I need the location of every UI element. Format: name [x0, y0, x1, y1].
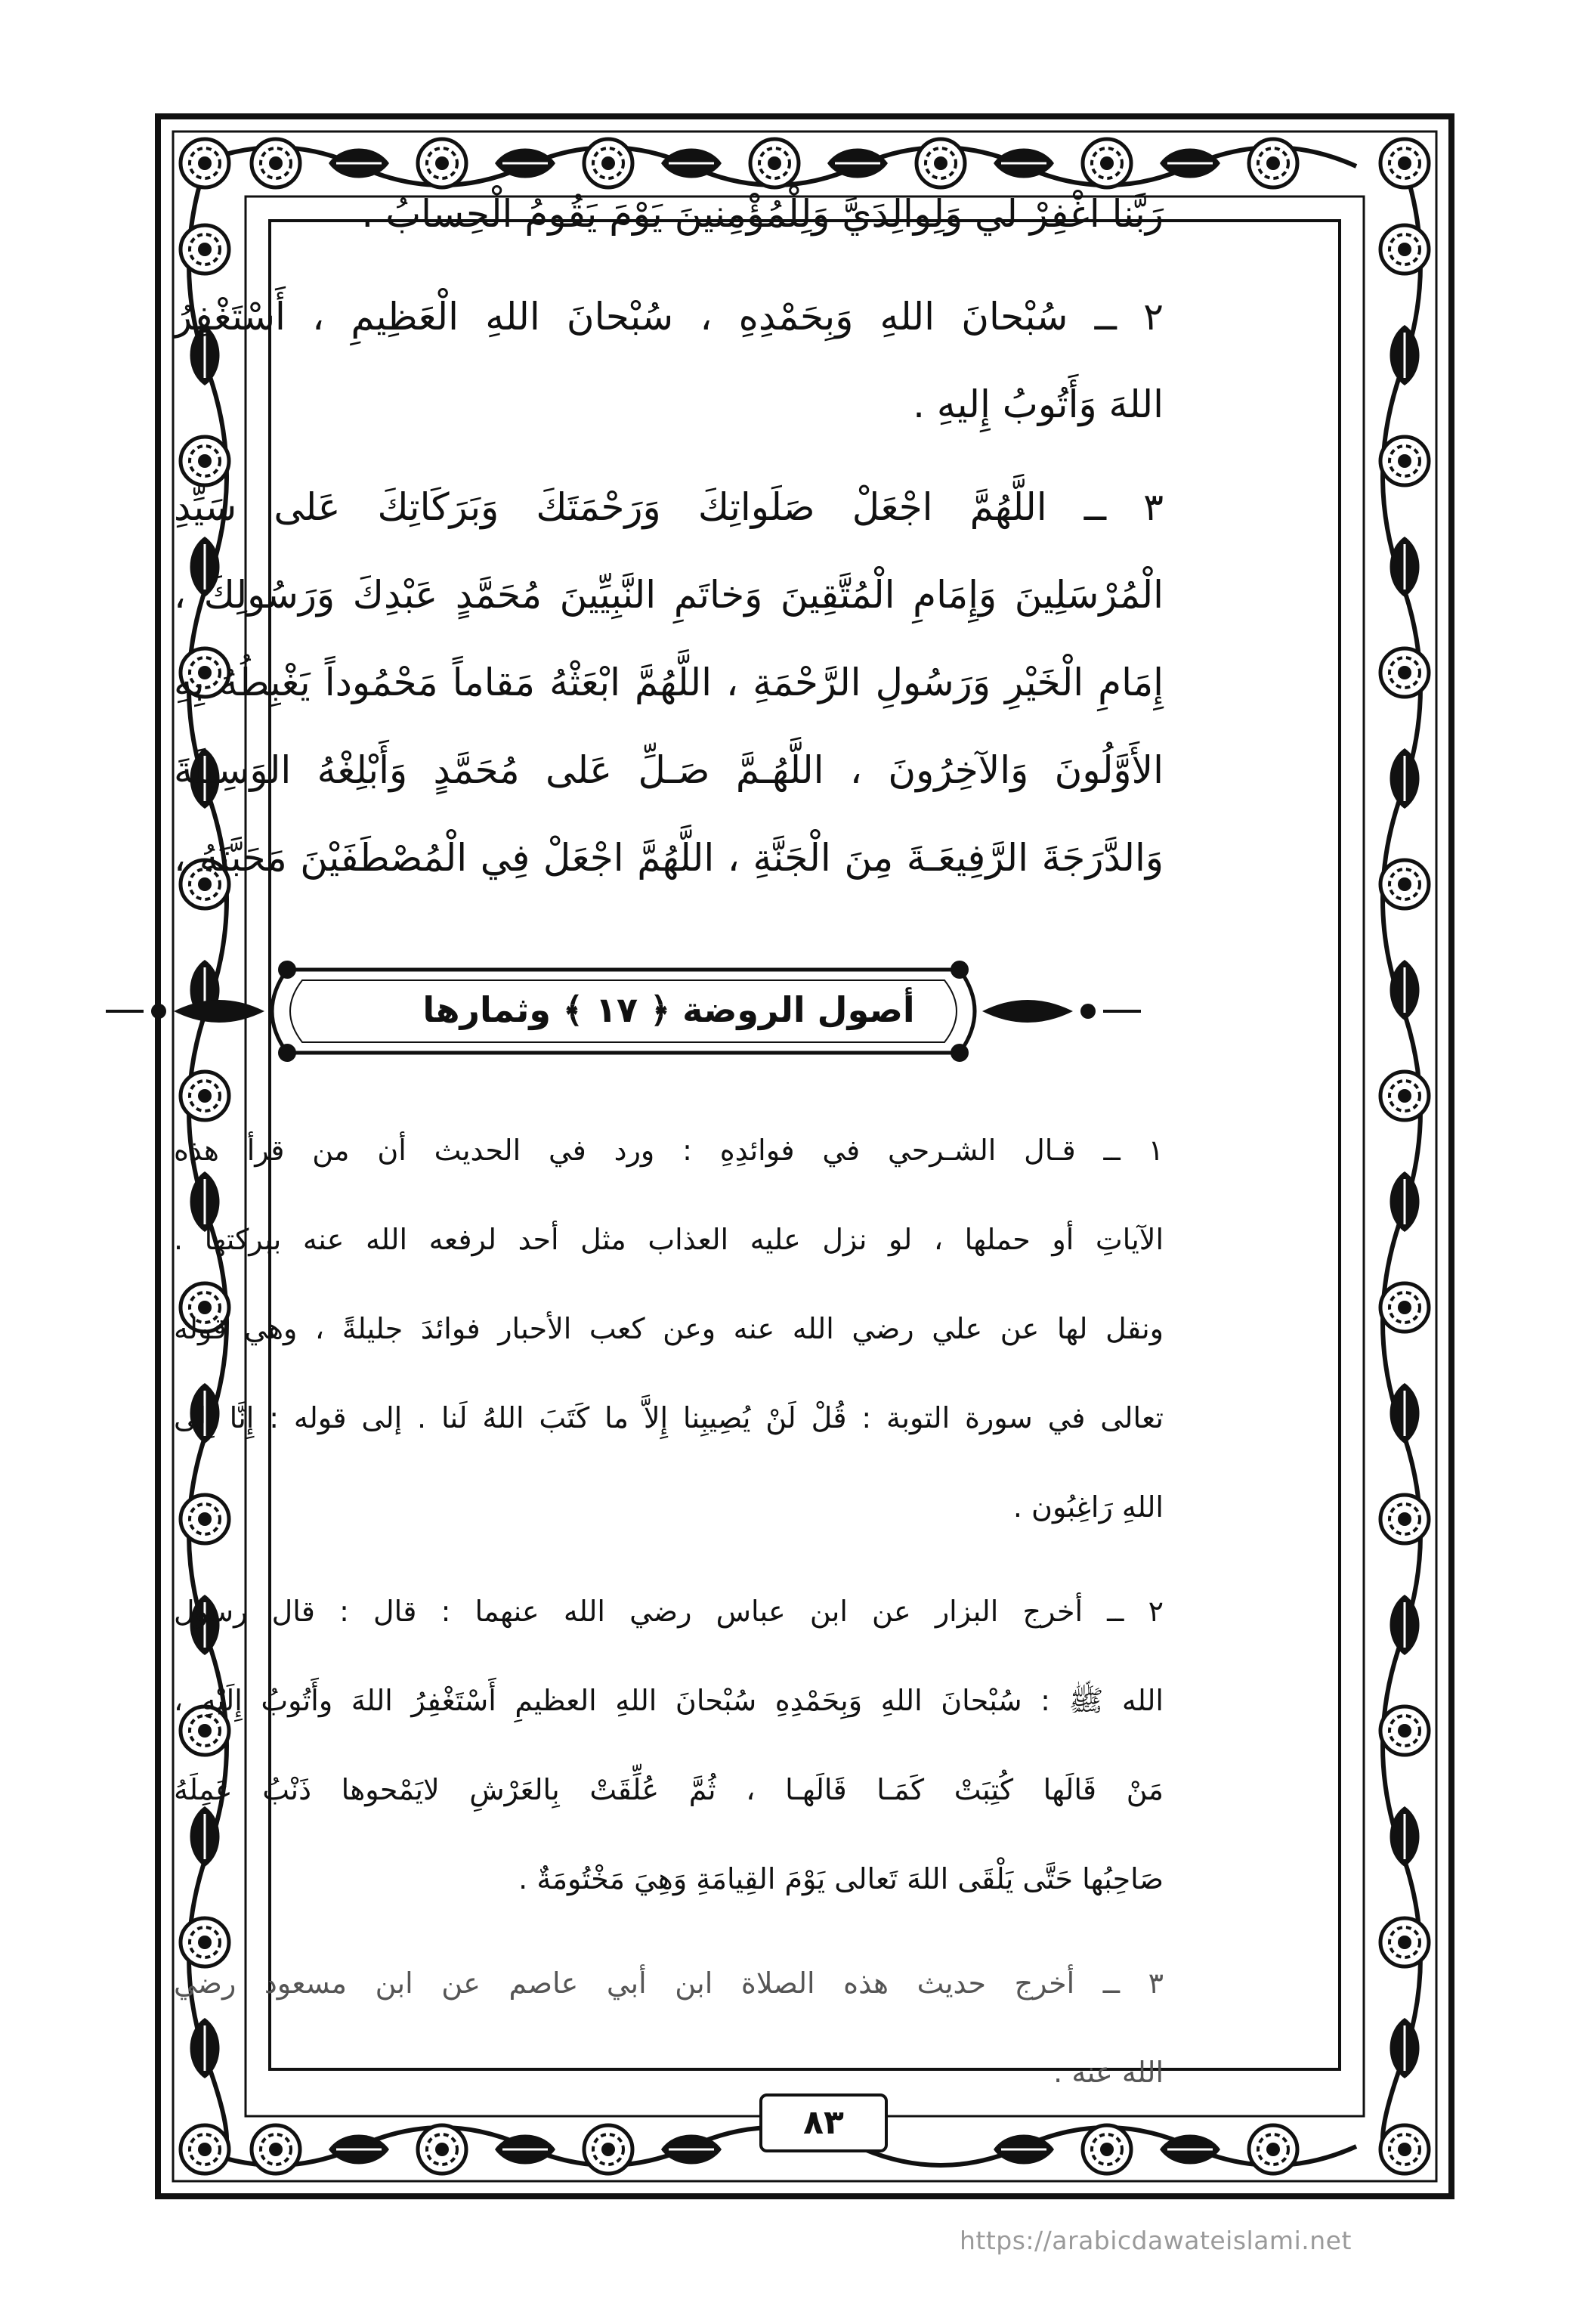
text-line: ونقل لها عن علي رضي الله عنه وعن كعب الأحبار فوائدَ جليلةً ، وهي قوله — [174, 1312, 1164, 1345]
lower-paragraph-3 — [174, 1939, 1164, 2117]
text-line: الآياتِ أو حملها ، لو نزل عليه العذاب مثل أحد لرفعه الله عنه ببركتها . — [174, 1223, 1164, 1256]
upper-paragraph-3 — [174, 463, 1164, 902]
section-heading: أصول الروضة ﴿ ١٧ ﴾ وثمارها — [422, 989, 915, 1030]
upper-paragraph-2 — [174, 273, 1164, 448]
source-watermark: https://arabicdawateislami.net — [960, 2226, 1352, 2255]
text-line: الْمُرْسَلِينَ وَإِمَامِ الْمُتَّقِينَ وَخاتَمِ النَّبِيِّينَ مُحَمَّدٍ عَبْدِكَ وَرَسُولِكَ ، — [174, 573, 1164, 617]
text-line: وَالدَّرَجَةَ الرَّفِيعَـةَ مِنَ الْجَنَّةِ ، اللَّهُمَّ اجْعَلْ فِي الْمُصْطَفَيْنَ مَحَبَّتَهُ ، — [174, 836, 1164, 880]
lower-paragraph-2 — [174, 1567, 1164, 1923]
page-number: ٨٣ — [759, 2093, 888, 2152]
lower-paragraph-1 — [174, 1106, 1164, 1552]
text-line: اللهَ وَأَتُوبُ إِليهِ . — [913, 382, 1164, 426]
text-line: اللهِ رَاغِبُون . — [1012, 1490, 1164, 1524]
text-line: ٢ ــ أخرج البزار عن ابن عباس رضي الله عنهما : قال : قال رسول — [174, 1595, 1164, 1628]
text-line: إِمَامِ الْخَيْرِ وَرَسُولِ الرَّحْمَةِ ، اللَّهُمَّ ابْعَثْهُ مَقاماً مَحْمُوداً يَغْبِطُهُ بِهِ — [174, 661, 1164, 704]
page-text — [174, 170, 1164, 2117]
text-line: الأَوَّلُونَ وَالآخِرُونَ ، اللَّهُـمَّ صَـلِّ عَلى مُحَمَّدٍ وَأَبْلِغْهُ الوَسِيلَةَ — [174, 748, 1164, 792]
text-line: مَنْ قَالَها كُتِبَتْ كَمَـا قَالَهـا ، ثُمَّ عُلِّقَتْ بِالعَرْشِ لايَمْحوها ذَنْبُ عَمِلَهُ — [174, 1773, 1164, 1806]
text-line: الله ﷺ : سُبْحانَ اللهِ وَبِحَمْدِهِ سُبْحانَ اللهِ العظيمِ أَسْتَغْفِرُ اللهَ وأَتُوبُ إِلَيْهِ ، — [174, 1684, 1164, 1717]
text-line: ٣ ــ اللَّهُمَّ اجْعَلْ صَلَواتِكَ وَرَحْمَتَكَ وَبَرَكَاتِكَ عَلى سَيِّدِ — [174, 485, 1164, 529]
text-line: ٣ ــ أخرج حديث هذه الصلاة ابن أبي عاصم عن ابن مسعود رضي — [174, 1967, 1164, 2000]
text-line: ٢ ــ سُبْحانَ اللهِ وَبِحَمْدِهِ ، سُبْحانَ اللهِ الْعَظِيمِ ، أَسْتَغْفِرُ — [174, 295, 1164, 339]
text-line: ١ ــ قـال الشـرحي في فوائدِهِ : ورد في الحديث أن من قرأ هذه — [174, 1134, 1164, 1167]
upper-paragraph-1 — [174, 170, 1164, 258]
text-line: تعالى في سورة التوبة : قُلْ لَنْ يُصِيبِنا إِلاَّ ما كَتَبَ اللهُ لَنا . إلى قوله : إِنَّا إِلى — [174, 1401, 1164, 1434]
text-line: رَبَّنا اغْفِرْ لي وَلِوالِدَيَّ وَلِلْمُؤْمِنينَ يَوْمَ يَقُومُ الْحِسابُ . — [361, 192, 1164, 236]
text-line: صَاحِبُها حَتَّى يَلْقَى اللهَ تَعالى يَوْمَ القِيامَةِ وَهِيَ مَخْتُومَةٌ . — [518, 1862, 1164, 1895]
text-line: الله عنه . — [1053, 2056, 1164, 2089]
section-heading-cartouche — [174, 947, 1164, 1075]
